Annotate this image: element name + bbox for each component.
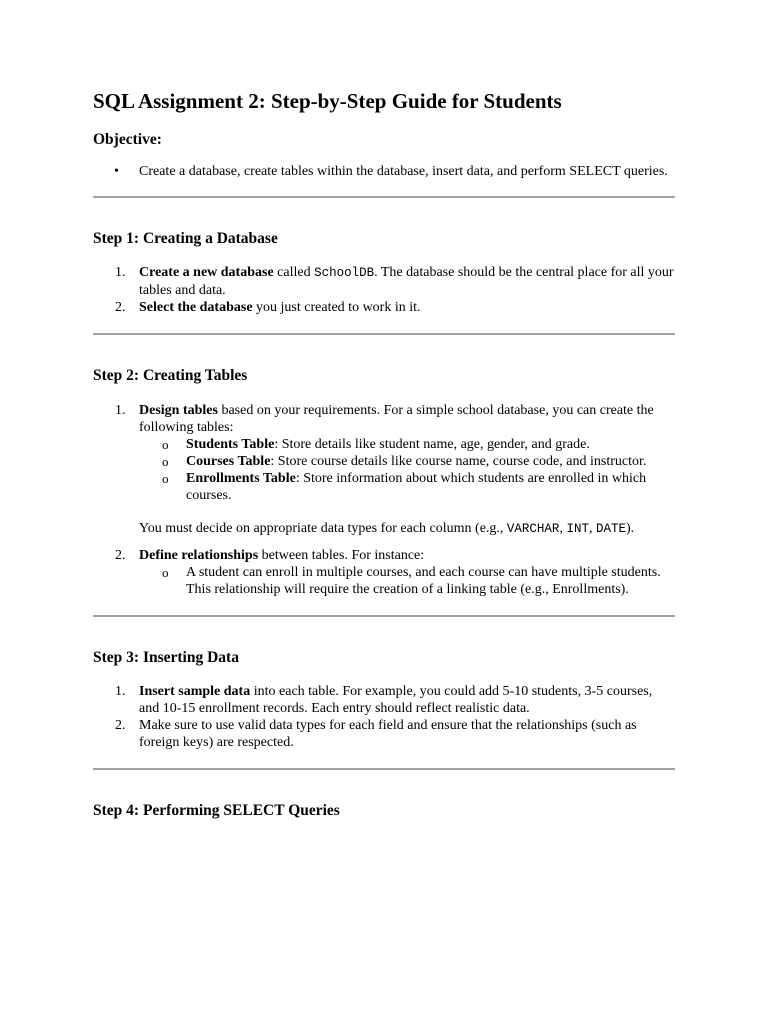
list-item: 1. Design tables based on your requirements. For a simple school database, you can create the following tables: o Students Table: Store details like student name, age, gender, and grade. o Courses Table: Store course details like course name, course code, and instructor. o Enrollments Table: Store information about which students are enrolled in which courses. You must decide on appropriate data types for each column (e.g., VARCHAR, INT, DATE). (93, 402, 675, 538)
circle-bullet-icon: o (162, 565, 169, 580)
list-item: 1. Create a new database called SchoolDB. The database should be the central place for all your tables and data. (115, 265, 674, 298)
divider (93, 615, 675, 617)
divider (93, 333, 675, 335)
step4-heading: Step 4: Performing SELECT Queries (93, 802, 340, 819)
objective-list (93, 163, 675, 180)
data-types-note: You must decide on appropriate data types for each column (e.g., VARCHAR, INT, DATE). (139, 521, 635, 536)
step1-list (93, 264, 675, 316)
list-item: 2. Select the database you just created to work in it. (115, 300, 421, 315)
sublist-item: o Students Table: Store details like student name, age, gender, and grade. (162, 437, 590, 452)
page-title: SQL Assignment 2: Step-by-Step Guide for Students (93, 89, 562, 113)
circle-bullet-icon: o (162, 471, 169, 486)
objective-heading: Objective: (93, 131, 162, 148)
step3-heading: Step 3: Inserting Data (93, 649, 239, 666)
list-item: 1. Insert sample data into each table. For example, you could add 5-10 students, 3-5 courses, and 10-15 enrollment records. Each entry should reflect realistic data. (115, 684, 653, 716)
bullet-icon: • (114, 164, 119, 179)
circle-bullet-icon: o (162, 454, 169, 469)
objective-item: • Create a database, create tables within the database, insert data, and perform SELECT queries. (114, 164, 668, 179)
relationship-sublist (139, 564, 675, 598)
step2-list (93, 402, 675, 598)
circle-bullet-icon: o (162, 437, 169, 452)
document-content (93, 86, 675, 821)
step3-list (93, 683, 675, 751)
step1-heading: Step 1: Creating a Database (93, 230, 278, 247)
sublist-item: o Courses Table: Store course details like course name, course code, and instructor. (162, 454, 647, 469)
list-item: 2. Make sure to use valid data types for each field and ensure that the relationships (such as foreign keys) are respected. (115, 718, 637, 750)
divider (93, 196, 675, 198)
step2-heading: Step 2: Creating Tables (93, 367, 248, 384)
divider (93, 768, 675, 770)
sublist-item: o A student can enroll in multiple courses, and each course can have multiple students. This relationship will require the creation of a linking table (e.g., Enrollments). (162, 565, 661, 597)
list-item: 2. Define relationships between tables. For instance: o A student can enroll in multiple courses, and each course can have multiple students. This relationship will require the creation of a linking table (e.g., Enrollments). (93, 547, 675, 598)
sublist-item: o Enrollments Table: Store information about which students are enrolled in which courses. (162, 471, 647, 503)
table-sublist (139, 436, 675, 504)
